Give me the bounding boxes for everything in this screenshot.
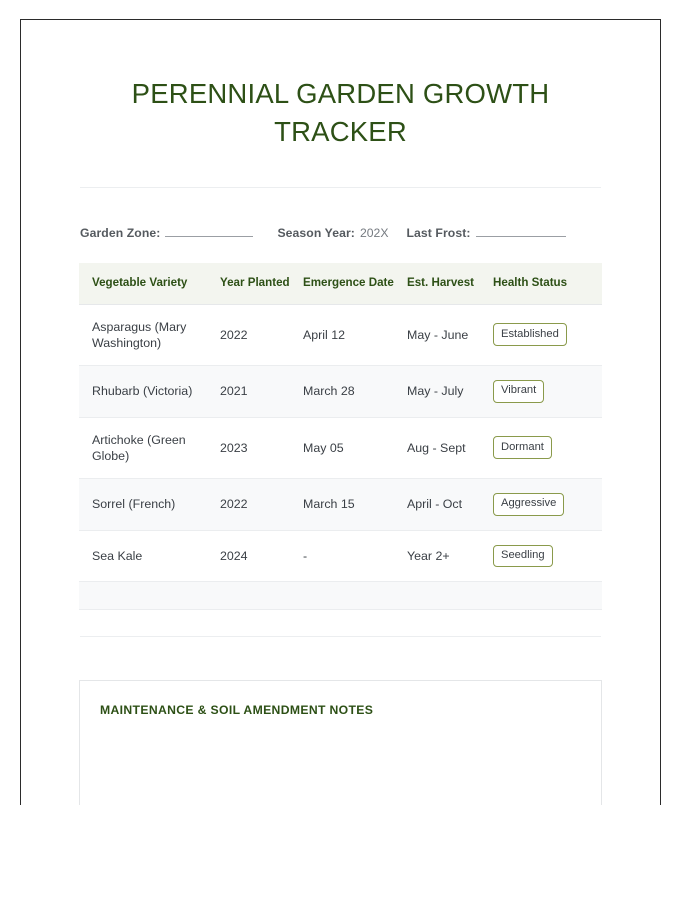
garden-zone-input[interactable]: [165, 226, 253, 237]
cell-health: [493, 530, 602, 582]
last-frost-input[interactable]: [476, 226, 566, 237]
cell-variety: Asparagus (Mary Washington): [79, 304, 220, 365]
season-year-field[interactable]: [277, 226, 388, 240]
cell-health: [493, 582, 602, 610]
cell-emergence: April 12: [303, 304, 407, 365]
table-row[interactable]: [79, 530, 602, 582]
cell-emergence: March 28: [303, 365, 407, 417]
season-year-label: Season Year:: [277, 225, 355, 240]
status-badge: Dormant: [493, 436, 552, 459]
table-header-row: [79, 263, 602, 304]
cell-year: [220, 582, 303, 610]
status-badge: Established: [493, 323, 567, 346]
cell-variety: Sea Kale: [79, 530, 220, 582]
cell-harvest: May - July: [407, 365, 493, 417]
cell-emergence: March 15: [303, 478, 407, 530]
status-badge: Aggressive: [493, 493, 564, 516]
cell-year: 2023: [220, 417, 303, 478]
cell-harvest: [407, 582, 493, 610]
status-badge: Vibrant: [493, 380, 544, 403]
header-divider: [80, 187, 601, 188]
cell-year: 2021: [220, 365, 303, 417]
metadata-row: [79, 226, 602, 240]
cell-year: 2022: [220, 304, 303, 365]
document-page: [20, 19, 661, 805]
table-row[interactable]: [79, 365, 602, 417]
column-header-health[interactable]: Health Status: [493, 263, 602, 304]
status-badge: Seedling: [493, 545, 553, 568]
garden-zone-label: Garden Zone:: [80, 225, 161, 240]
cell-harvest: May - June: [407, 304, 493, 365]
cell-harvest: April - Oct: [407, 478, 493, 530]
table-row-blank[interactable]: [79, 582, 602, 610]
table-footer-divider: [80, 636, 601, 637]
growth-tracker-table: [79, 263, 602, 610]
cell-emergence: [303, 582, 407, 610]
cell-variety: Artichoke (Green Globe): [79, 417, 220, 478]
column-header-emergence[interactable]: Emergence Date: [303, 263, 407, 304]
garden-zone-field[interactable]: [80, 226, 253, 240]
table-row[interactable]: [79, 304, 602, 365]
column-header-variety[interactable]: Vegetable Variety: [79, 263, 220, 304]
cell-health: [493, 417, 602, 478]
notes-heading: MAINTENANCE & SOIL AMENDMENT NOTES: [100, 703, 374, 718]
cell-harvest: Year 2+: [407, 530, 493, 582]
maintenance-notes-box[interactable]: [79, 680, 602, 805]
last-frost-label: Last Frost:: [406, 225, 471, 240]
table-row[interactable]: [79, 417, 602, 478]
cell-emergence: -: [303, 530, 407, 582]
column-header-harvest[interactable]: Est. Harvest: [407, 263, 493, 304]
cell-year: 2022: [220, 478, 303, 530]
page-title: PERENNIAL GARDEN GROWTH TRACKER: [131, 78, 550, 147]
cell-harvest: Aug - Sept: [407, 417, 493, 478]
column-header-year[interactable]: Year Planted: [220, 263, 303, 304]
last-frost-field[interactable]: [406, 226, 565, 240]
cell-health: [493, 478, 602, 530]
document-sheet: [21, 20, 660, 805]
cell-year: 2024: [220, 530, 303, 582]
cell-variety: Sorrel (French): [79, 478, 220, 530]
cell-emergence: May 05: [303, 417, 407, 478]
cell-health: [493, 365, 602, 417]
season-year-value: 202X: [359, 225, 389, 240]
cell-variety: [79, 582, 220, 610]
table-row[interactable]: [79, 478, 602, 530]
cell-variety: Rhubarb (Victoria): [79, 365, 220, 417]
cell-health: [493, 304, 602, 365]
